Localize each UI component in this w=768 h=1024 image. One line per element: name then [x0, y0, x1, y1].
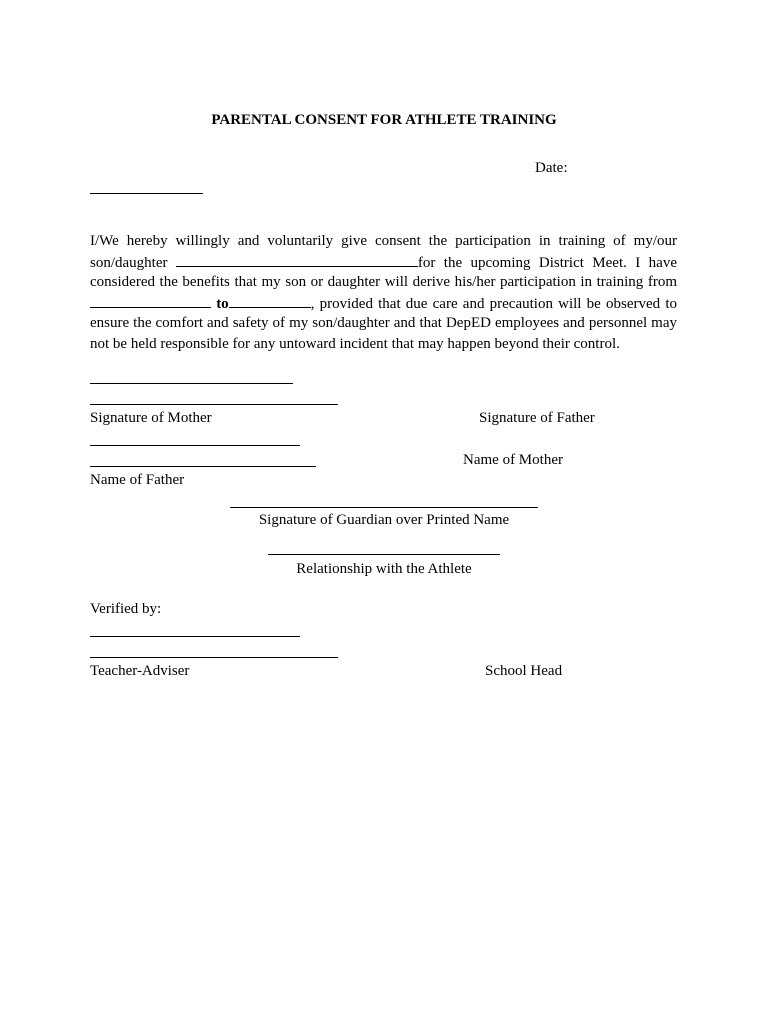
- start-date-blank[interactable]: [90, 293, 211, 308]
- father-signature-label: Signature of Father: [479, 410, 595, 426]
- mother-signature-label: Signature of Mother: [90, 410, 212, 426]
- school-head-line[interactable]: [90, 657, 338, 658]
- father-name-line[interactable]: [90, 466, 316, 467]
- mother-signature-line[interactable]: [90, 383, 293, 384]
- verified-by-label: Verified by:: [90, 601, 162, 617]
- mother-name-label: Name of Mother: [463, 452, 563, 468]
- date-blank-line[interactable]: [90, 193, 203, 194]
- father-signature-line[interactable]: [90, 404, 338, 405]
- to-label: to: [216, 295, 229, 312]
- son-daughter-label: son/daughter: [90, 254, 168, 271]
- teacher-adviser-line[interactable]: [90, 636, 300, 637]
- paragraph-line-3: considered the benefits that my son or daughter will derive his/her participation in training from: [90, 274, 677, 291]
- school-head-label: School Head: [485, 663, 563, 679]
- paragraph-line-1: I/We hereby willingly and voluntarily give consent the participation in training of my/our: [90, 233, 677, 249]
- relationship-line[interactable]: [268, 554, 500, 555]
- relationship-label: Relationship with the Athlete: [296, 561, 472, 577]
- document-title: PARENTAL CONSENT FOR ATHLETE TRAINING: [211, 112, 557, 128]
- athlete-name-blank[interactable]: [176, 252, 418, 267]
- paragraph-line-6: not be held responsible for any untoward incident that may happen beyond their control.: [90, 335, 620, 352]
- paragraph-line-4: [90, 293, 677, 314]
- paragraph-line-5: ensure the comfort and safety of my son/daughter and that DepED employees and personnel may: [90, 315, 677, 332]
- mother-name-line[interactable]: [90, 445, 300, 446]
- guardian-signature-label: Signature of Guardian over Printed Name: [258, 512, 510, 528]
- due-care-text: , provided that due care and precaution will be observed to: [310, 295, 677, 312]
- upcoming-meet-text: for the upcoming District Meet. I have: [417, 254, 677, 271]
- date-label: Date:: [535, 160, 568, 176]
- end-date-blank[interactable]: [229, 293, 311, 308]
- consent-paragraph: [90, 231, 677, 355]
- father-name-label: Name of Father: [90, 472, 185, 488]
- guardian-signature-line[interactable]: [230, 507, 538, 508]
- paragraph-line-2: [90, 252, 677, 273]
- teacher-adviser-label: Teacher-Adviser: [90, 663, 190, 679]
